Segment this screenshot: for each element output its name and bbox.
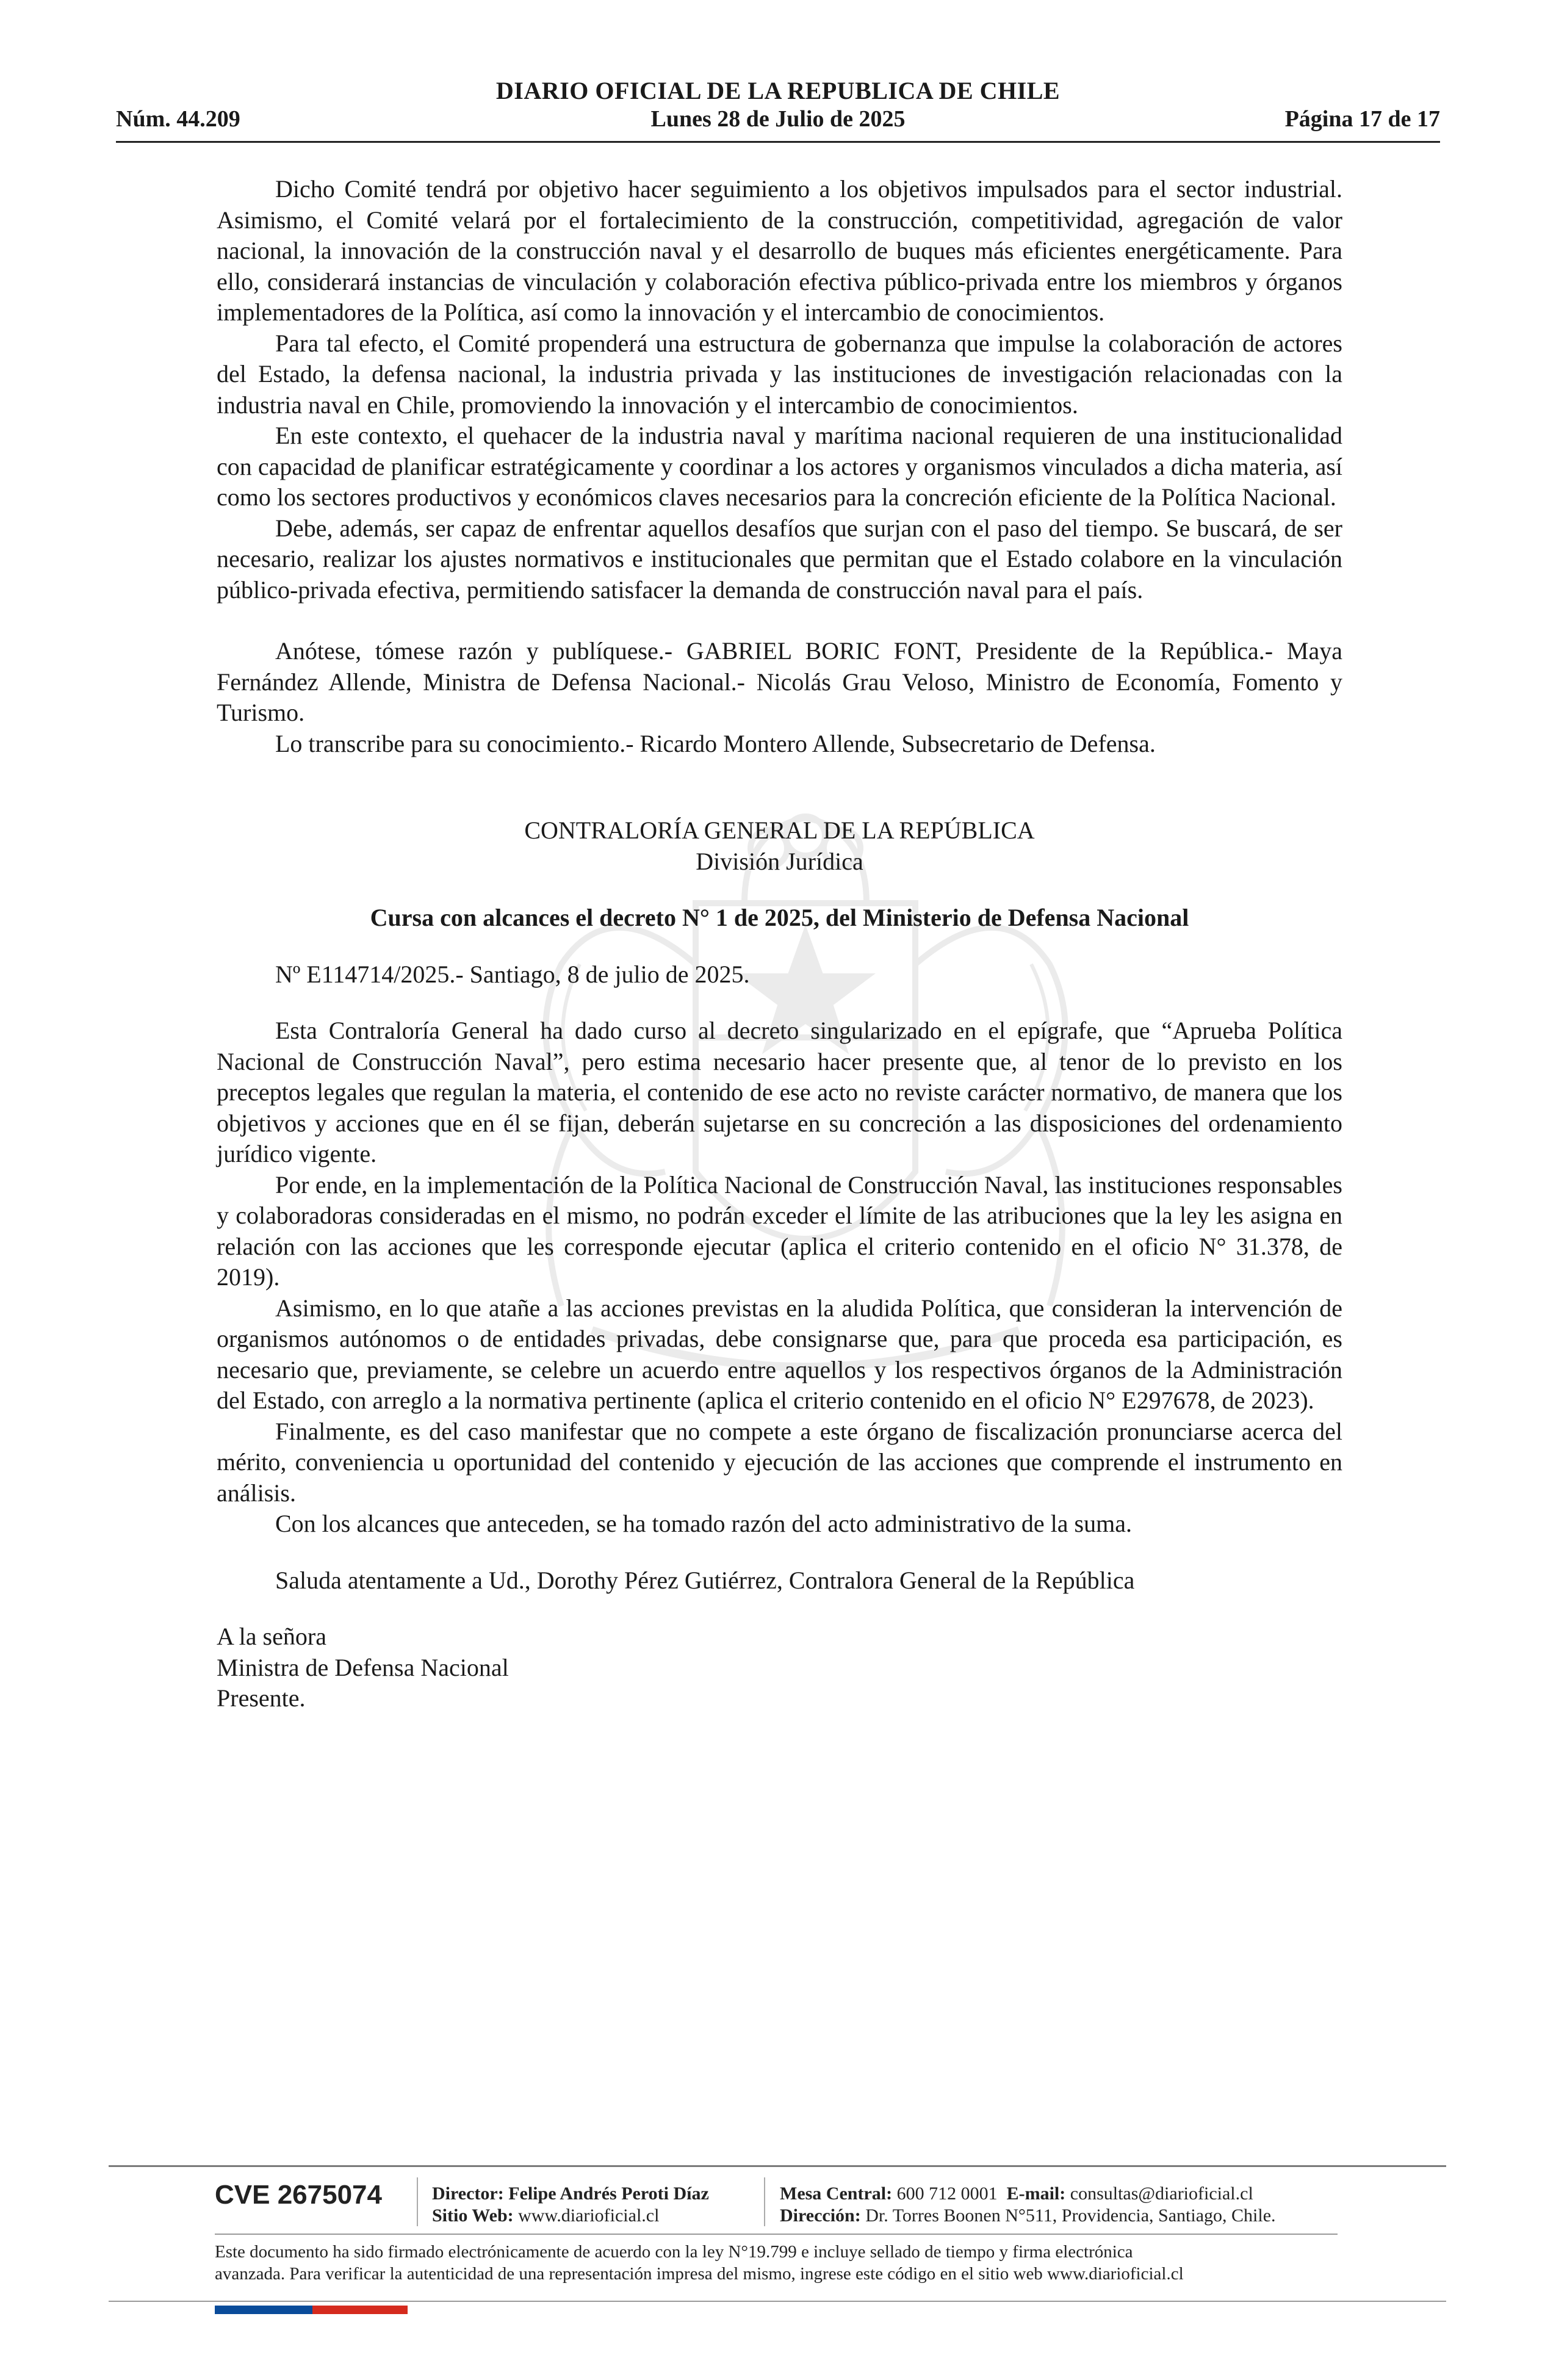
director-label: Director: [432,2183,504,2204]
paragraph: En este contexto, el quehacer de la industria naval y marítima nacional requieren de una institucionalidad con capacidad de planificar estratégicamente y coordinar a los actores y organismos vinculados a dicha materia, así como los sectores productivos y económicos claves necesarios para la concreción eficiente de la Política Nacional. [217,422,1342,511]
flag-stripe-blue [215,2306,312,2314]
address-value: Dr. Torres Boonen N°511, Providencia, Santiago, Chile. [865,2205,1276,2226]
publication-title: DIARIO OFICIAL DE LA REPUBLICA DE CHILE [495,77,1061,104]
paragraph: Debe, además, ser capaz de enfrentar aquellos desafíos que surjan con el paso del tiempo. Se buscará, de ser necesario, realizar los ajustes normativos e institucionales que permitan que el Estado colabore en la vinculación público-privada efectiva, permitiendo satisfacer la demanda de construcción naval para el país. [217,514,1342,604]
addressee-line: Presente. [217,1684,306,1712]
legal-line: avanzada. Para verificar la autenticidad de una representación impresa del mismo, ingrese este código en el sitio web www.diarioficial.cl [215,2264,1184,2284]
organization-name: CONTRALORÍA GENERAL DE LA REPÚBLICA [524,817,1035,844]
footer-separator [764,2177,765,2226]
footer-contact-block [780,2183,1276,2227]
footer-divider-middle [215,2234,1338,2235]
phone-number: 600 712 0001 [896,2183,998,2204]
footer-director-block [432,2183,709,2227]
address-label: Dirección: [780,2205,861,2226]
paragraph: Asimismo, en lo que atañe a las acciones previstas en la aludida Política, que consideran la intervención de organismos autónomos o de entidades privadas, debe consignarse que, para que proceda esa participación, es necesario que, previamente, se celebre un acuerdo entre aquellos y los respectivos órganos de la Administración del Estado, con arreglo a la normativa pertinente (aplica el criterio contenido en el oficio N° E297678, de 2023). [217,1294,1342,1414]
header-divider [116,141,1440,143]
footer-legal-notice [215,2241,1344,2285]
footer-separator [417,2177,418,2226]
section-heading: Cursa con alcances el decreto N° 1 de 2025, del Ministerio de Defensa Nacional [370,904,1189,931]
flag-stripe-red [312,2306,408,2314]
paragraph: Dicho Comité tendrá por objetivo hacer seguimiento a los objetivos impulsados para el sector industrial. Asimismo, el Comité velará por el fortalecimiento de la construcción, competitividad, agregación de valor nacional, la innovación de la construcción naval y el desarrollo de buques más eficientes energéticamente. Para ello, considerará instancias de vinculación y colaboración efectiva público-privada entre los miembros y órganos implementadores de la Política, así como la innovación y el intercambio de conocimientos. [217,175,1342,326]
paragraph: Por ende, en la implementación de la Política Nacional de Construcción Naval, las instituciones responsables y colaboradoras consideradas en el mismo, no podrán exceder el límite de las atribuciones que la ley les asigna en relación con las acciones que les corresponde ejecutar (aplica el criterio contenido en el oficio N° 31.378, de 2019). [217,1170,1342,1291]
cve-code: CVE 2675074 [215,2180,382,2210]
legal-line: Este documento ha sido firmado electrónicamente de acuerdo con la ley N°19.799 e incluye sellado de tiempo y firma electrónica [215,2242,1133,2262]
organization-division: División Jurídica [696,847,863,875]
email-label: E-mail: [1006,2183,1066,2204]
paragraph: Esta Contraloría General ha dado curso al decreto singularizado en el epígrafe, que “Aprueba Política Nacional de Construcción Naval”, pero estima necesario hacer presente que, al tenor de lo previsto en los preceptos legales que regulan la materia, el contenido de ese acto no reviste carácter normativo, de manera que los objetivos y acciones que en él se fijan, deberán sujetarse en su concreción a las disposiciones del ordenamiento jurídico vigente. [217,1017,1342,1167]
page-number: Página 17 de 17 [1284,106,1440,132]
footer-divider-bottom [109,2301,1446,2302]
addressee-line: A la señora [217,1623,326,1650]
closing-line: Saluda atentamente a Ud., Dorothy Pérez Gutiérrez, Contralora General de la República [275,1566,1135,1594]
website-label: Sitio Web: [432,2205,514,2226]
paragraph: Finalmente, es del caso manifestar que no compete a este órgano de fiscalización pronunciarse acerca del mérito, conveniencia u oportunidad del contenido y ejecución de las acciones que comprende el instrumento en análisis. [217,1417,1342,1507]
paragraph: Para tal efecto, el Comité propenderá una estructura de gobernanza que impulse la colaboración de actores del Estado, la defensa nacional, la industria privada y las instituciones de investigación relacionadas con la industria naval en Chile, promoviendo la innovación y el intercambio de conocimientos. [217,329,1342,419]
issue-date: Lunes 28 de Julio de 2025 [650,106,906,132]
paragraph: Con los alcances que anteceden, se ha tomado razón del acto administrativo de la suma. [275,1510,1132,1537]
reference-line: Nº E114714/2025.- Santiago, 8 de julio de 2025. [275,960,750,988]
website-link[interactable]: www.diarioficial.cl [518,2205,660,2226]
phone-label: Mesa Central: [780,2183,893,2204]
footer-divider-top [109,2165,1446,2167]
signature-paragraph: Anótese, tómese razón y publíquese.- GABRIEL BORIC FONT, Presidente de la República.- Maya Fernández Allende, Ministra de Defensa Nacional.- Nicolás Grau Veloso, Ministro de Economía, Fomento y Turismo. [217,637,1342,726]
transcription-paragraph: Lo transcribe para su conocimiento.- Ricardo Montero Allende, Subsecretario de Defensa. [275,729,1156,757]
director-name: Felipe Andrés Peroti Díaz [508,2183,709,2204]
document-body [217,174,1342,1714]
page-header [116,76,1440,145]
issue-number: Núm. 44.209 [116,106,240,132]
email-link[interactable]: consultas@diarioficial.cl [1070,2183,1253,2204]
addressee-line: Ministra de Defensa Nacional [217,1653,509,1681]
